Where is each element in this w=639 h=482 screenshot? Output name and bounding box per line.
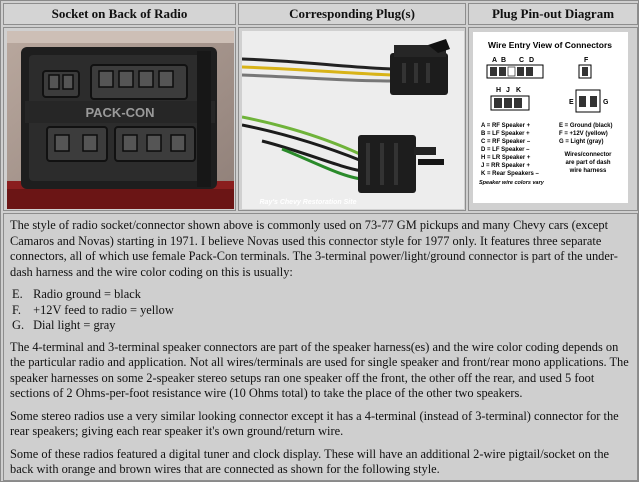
plug-photo-cell	[238, 27, 466, 211]
speaker-colors-note: Speaker wire colors vary	[479, 180, 544, 186]
paragraph-3: Some stereo radios use a very similar looking connector except it has a 4-terminal (instead of 3-terminal) connector for the rear speakers; giving each rear speaker it's own ground/return wire.	[10, 408, 619, 438]
wire-color-list	[10, 287, 632, 334]
harness-note-1: Wires/connector	[564, 152, 612, 158]
legend-g: G = Light (gray)	[559, 139, 604, 145]
paragraph-2: The 4-terminal and 3-terminal speaker connectors are part of the speaker harness(es) and the wire color coding depends on the particular radio and application. Not all wires/terminals are used for single speaker and front/rear mono applications. The speaker harnesses on some 2-speaker stereo setups ran one speaker off the front, the other off the rear, and used 5 foot sections of 2 Ohms-per-foot resistance wire (10 Ohms total) to take the place of the other two speakers.	[10, 339, 629, 400]
legend-h: H = LR Speaker +	[481, 155, 531, 161]
pin-letter-k: K	[516, 87, 522, 94]
radio-socket-photo	[7, 31, 234, 209]
paragraph-1: The style of radio socket/connector shown above is commonly used on 73-77 GM pickups and many Chevy cars (except Camaros and Novas) starting in 1971. I believe Novas used this connector style for 1977 only. It features three separate connectors, all of which use female Pack-Con terminals. The 3-terminal power/light/ground connector is part of the under-dash harness and the wire color coding on this is usually:	[10, 218, 618, 279]
pack-con-label: PACK-CON	[85, 105, 155, 120]
pinout-diagram	[473, 32, 628, 203]
paragraph-4: Some of these radios featured a digital tuner and clock display. These will have an additional 2-wire pigtail/socket on the back with orange and brown wires that are connected as shown for the following style.	[10, 446, 610, 476]
header-pinout: Plug Pin-out Diagram	[468, 3, 638, 25]
pin-letter-e: E	[569, 99, 574, 106]
pin-letter-h: H	[496, 87, 502, 94]
list-item: G. Dial light = gray	[12, 318, 116, 332]
pin-letter-j: J	[506, 87, 510, 94]
legend-d: D = LF Speaker –	[481, 147, 530, 153]
pin-letter-a: A	[492, 57, 498, 64]
legend-a: A = RF Speaker +	[481, 123, 531, 129]
pin-letter-b: B	[501, 57, 507, 64]
pin-letter-g: G	[603, 99, 609, 106]
header-plug: Corresponding Plug(s)	[238, 3, 466, 25]
list-item: F. +12V feed to radio = yellow	[12, 302, 174, 317]
harness-note-2: are part of dash	[565, 160, 611, 166]
diagram-title: Wire Entry View of Connectors	[488, 40, 612, 50]
plugs-photo	[242, 31, 464, 209]
harness-note-3: wire harness	[569, 168, 607, 174]
watermark-text: Ray's Chevy Restoration Site	[259, 199, 357, 206]
socket-photo-cell	[3, 27, 236, 211]
header-socket: Socket on Back of Radio	[3, 3, 236, 25]
list-item: E. Radio ground = black	[12, 287, 141, 301]
pin-letter-d: D	[529, 57, 535, 64]
legend-b: B = LF Speaker +	[481, 131, 530, 137]
legend-j: J = RR Speaker +	[481, 163, 531, 169]
pin-letter-f: F	[584, 57, 589, 64]
legend-c: C = RF Speaker –	[481, 139, 531, 145]
pin-letter-c: C	[519, 57, 525, 64]
legend-k: K = Rear Speakers –	[481, 171, 539, 177]
legend-e: E = Ground (black)	[559, 123, 613, 129]
legend-f: F = +12V (yellow)	[559, 131, 608, 137]
description-text	[3, 213, 638, 481]
pinout-diagram-cell	[468, 27, 638, 211]
